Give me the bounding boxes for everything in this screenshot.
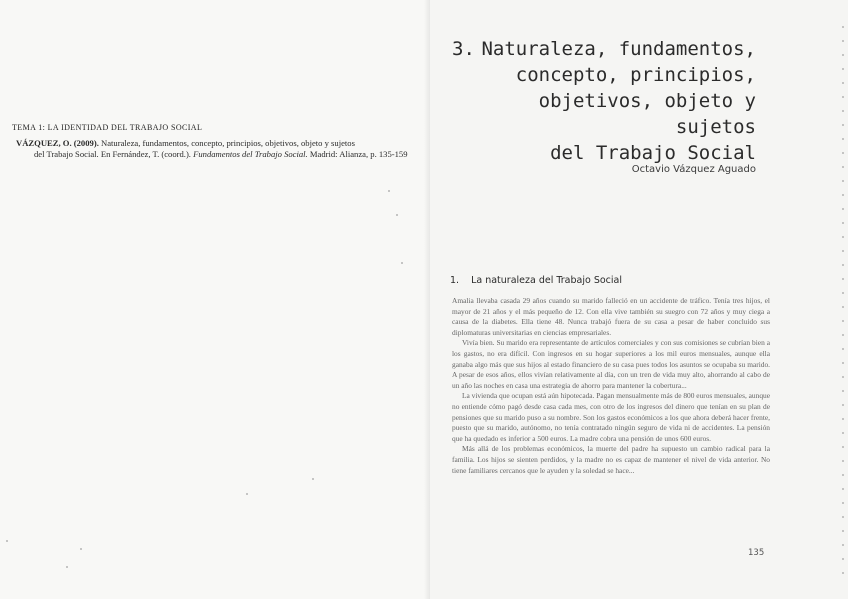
- running-head: TEMA 1: LA IDENTIDAD DEL TRABAJO SOCIAL: [12, 123, 203, 132]
- scan-speck: [66, 566, 68, 568]
- scan-speck: [80, 548, 82, 550]
- reference-source: [16, 149, 452, 160]
- scan-speck: [396, 214, 398, 216]
- reference-place: Madrid:: [309, 149, 338, 159]
- body-paragraph: Amalia llevaba casada 29 años cuando su marido falleció en un accidente de tráfico. Tenía tres hijos, el mayor de 21 años y el más pequeño de 12. Con ella vive también su suegro con 72 años y muy ciega a causa de la diabetes. Ella tiene 48. Nunca trabajó fuera de su casa a pesar de haber concluido sus diplomaturas universitarias en ciencias empresariales.: [452, 296, 770, 337]
- scan-speck: [246, 493, 248, 495]
- body-paragraph: Vivía bien. Su marido era representante de artículos comerciales y con sus comisiones se cubrían bien a los gastos, no era difícil. Con ingresos en su hogar superiores a los mil euros mensuales, aunque ella ganaba algo más que sus hijos al estado financiero de su casa pues todos los asuntos se ocupaba su marido. A pesar de esos años, ellos vivían relativamente al día, con un tren de vida muy alto, ahorrando al cabo de un año las noches en casa una estrategia de ahorro para mantener la cobertura...: [452, 338, 770, 390]
- chapter-title: [452, 36, 756, 166]
- bibliographic-reference: [16, 138, 452, 160]
- scan-speck: [388, 190, 390, 192]
- reference-book-title: Fundamentos del Trabajo Social.: [193, 149, 308, 159]
- reference-publisher: Alianza, p. 135-159: [339, 149, 408, 159]
- section-title: La naturaleza del Trabajo Social: [471, 275, 622, 286]
- body-text: [452, 296, 770, 476]
- scan-speck: [312, 478, 314, 480]
- body-paragraph: La vivienda que ocupan está aún hipotecada. Pagan mensualmente más de 800 euros mensuales, aunque no entiende cómo pagó desde casa cada mes, con otro de los ingresos del dinero que tenían en su plan de pensiones que su marido puso a su nombre. Son los gastos económicos a los que ahora deberá hacer frente, puesto que su marido, autónomo, no tenía contratado ningún seguro de vida ni de accidentes. La pensión que ha quedado es inferior a 500 euros. La madre cobra una pensión de unos 600 euros.: [452, 391, 770, 443]
- section-heading: [450, 275, 622, 286]
- page-number: 135: [748, 548, 765, 558]
- scan-speck: [6, 540, 8, 542]
- reference-source-start: del Trabajo Social. En Fernández, T. (coord.).: [34, 149, 191, 159]
- scan-speck: [401, 262, 403, 264]
- section-number: 1.: [450, 275, 460, 286]
- reference-chapter-title: Naturaleza, fundamentos, concepto, principios, objetivos, objeto y sujetos: [101, 138, 355, 148]
- page-edge-marks: [840, 20, 846, 580]
- chapter-author: Octavio Vázquez Aguado: [631, 164, 756, 175]
- chapter-number: 3.: [452, 38, 475, 60]
- reference-authors: VÁZQUEZ, O. (2009).: [16, 138, 99, 148]
- chapter-title-line: objetivos, objeto y sujetos: [538, 90, 756, 138]
- chapter-title-line: concepto, principios,: [515, 64, 756, 86]
- chapter-title-line: del Trabajo Social: [550, 142, 756, 164]
- body-paragraph: Más allá de los problemas económicos, la muerte del padre ha supuesto un cambio radical para la familia. Los hijos se sienten perdidos, y la madre no es capaz de mantener el nivel de vida anterior. No tiene familiares cercanos que le ayuden y la soledad se hace...: [452, 444, 770, 475]
- chapter-title-line: Naturaleza, fundamentos,: [481, 38, 756, 60]
